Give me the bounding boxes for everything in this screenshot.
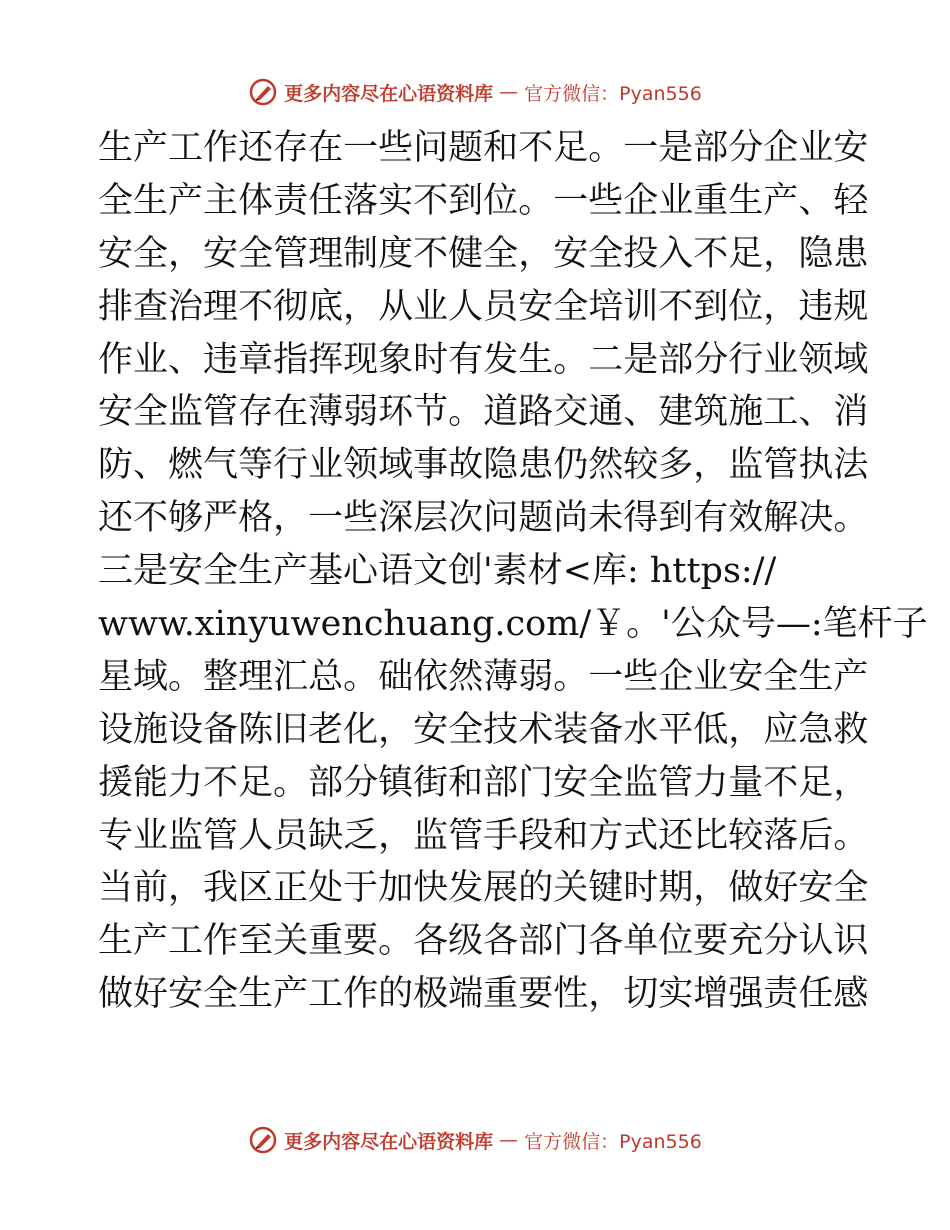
body-line: 设 施 设 备 陈 旧 老 化 ， 安 全 技 术 装 备 水 平 低 ， 应 急 救: [98, 709, 869, 750]
body-line: 还 不 够 严 格 ， 一 些 深 层 次 问 题 尚 未 得 到 有 效 解 决 。: [98, 498, 869, 539]
pen-logo-icon: [248, 1125, 278, 1155]
body-line: 安 全 监 管 存 在 薄 弱 环 节 。 道 路 交 通 、 建 筑 施 工 、 消: [98, 392, 869, 433]
body-line: 生 产 工 作 还 存 在 一 些 问 题 和 不 足 。 一 是 部 分 企 业 安: [98, 128, 869, 168]
body-line: 全 生 产 主 体 责 任 落 实 不 到 位 。 一 些 企 业 重 生 产 、 轻: [98, 180, 869, 221]
body-line: 防 、 燃 气 等 行 业 领 域 事 故 隐 患 仍 然 较 多 ， 监 管 执 法: [98, 445, 869, 486]
body-line: 作 业 、 违 章 指 挥 现 象 时 有 发 生 。 二 是 部 分 行 业 领 域: [98, 339, 869, 380]
header-banner: [0, 72, 950, 112]
pen-logo-icon: [248, 77, 278, 107]
body-line: 当 前 ， 我 区 正 处 于 加 快 发 展 的 关 键 时 期 ， 做 好 安 全: [98, 868, 869, 909]
footer-separator: —: [499, 1129, 519, 1151]
body-line: 做 好 安 全 生 产 工 作 的 极 端 重 要 性 ， 切 实 增 强 责 任 感: [98, 974, 869, 1015]
body-line: 专 业 监 管 人 员 缺 乏 ， 监 管 手 段 和 方 式 还 比 较 落 后 。: [98, 815, 869, 856]
document-body: [98, 122, 928, 1021]
header-site-text: 更多内容尽在心语资料库: [284, 82, 494, 105]
body-line: 星 域 。 整 理 汇 总 。 础 依 然 薄 弱 。 一 些 企 业 安 全 生 产: [98, 656, 869, 697]
body-line: 生 产 工 作 至 关 重 要 。 各 级 各 部 门 各 单 位 要 充 分 认 识: [98, 921, 869, 962]
footer-site-text: 更多内容尽在心语资料库: [284, 1130, 494, 1153]
header-wechat-text: 官方微信：Pyan556: [524, 82, 702, 105]
footer-wechat-text: 官方微信：Pyan556: [524, 1130, 702, 1153]
body-line: 三是安全生产基心语文创'素材<库: https://: [98, 551, 777, 592]
body-line: www.xinyuwenchuang.com/ ￥ 。 ' 公 众 号 — : 笔 杆 子: [98, 604, 928, 645]
body-line: 排 查 治 理 不 彻 底 ， 从 业 人 员 安 全 培 训 不 到 位 ， 违 规: [98, 286, 869, 327]
header-separator: —: [499, 81, 519, 103]
body-line: 安 全 ， 安 全 管 理 制 度 不 健 全 ， 安 全 投 入 不 足 ， 隐 患: [98, 233, 869, 274]
footer-banner: [0, 1120, 950, 1160]
body-line: 援 能 力 不 足 。 部 分 镇 街 和 部 门 安 全 监 管 力 量 不 足 ，: [98, 762, 869, 803]
